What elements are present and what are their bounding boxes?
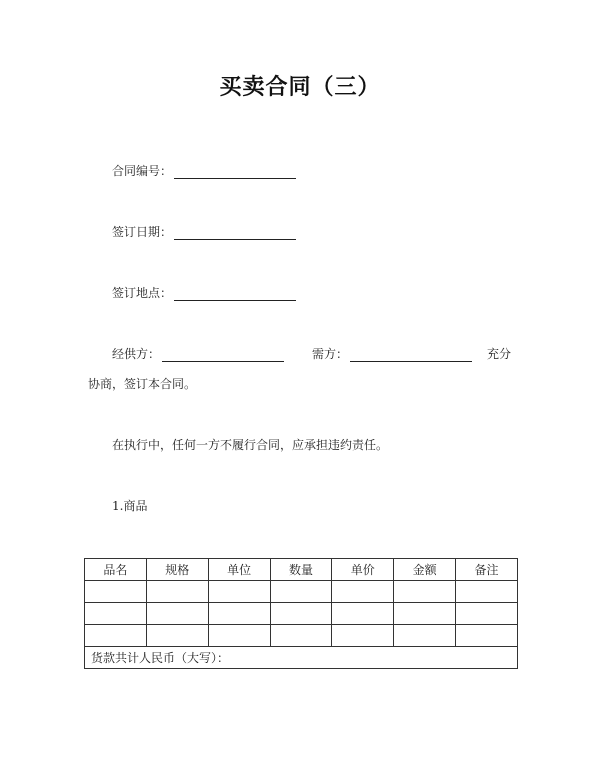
table-cell[interactable] [146, 625, 208, 647]
sign-place-label: 签订地点： [112, 286, 173, 300]
table-cell[interactable] [85, 625, 147, 647]
goods-table-header-row [85, 559, 518, 581]
table-cell[interactable] [270, 603, 332, 625]
contract-number-row [112, 163, 296, 179]
header-unit-price: 单价 [332, 559, 394, 581]
negotiate-text-tail: 充分 [487, 347, 512, 361]
table-row [85, 603, 518, 625]
table-cell[interactable] [208, 581, 270, 603]
table-cell[interactable] [332, 603, 394, 625]
table-cell[interactable] [332, 581, 394, 603]
goods-total-row [85, 647, 518, 669]
header-product-name: 品名 [85, 559, 147, 581]
header-amount: 金额 [394, 559, 456, 581]
breach-clause: 在执行中，任何一方不履行合同，应承担违约责任。 [112, 438, 389, 452]
goods-total-label[interactable]: 货款共计人民币（大写）： [85, 647, 518, 669]
table-row [85, 581, 518, 603]
header-remarks: 备注 [456, 559, 518, 581]
sign-date-row [112, 224, 296, 240]
section-heading-goods: 1.商品 [112, 499, 148, 513]
table-cell[interactable] [208, 625, 270, 647]
table-cell[interactable] [456, 603, 518, 625]
contract-number-field[interactable] [174, 168, 296, 179]
table-cell[interactable] [394, 625, 456, 647]
negotiate-text-line2: 协商，签订本合同。 [88, 377, 197, 391]
table-cell[interactable] [208, 603, 270, 625]
table-cell[interactable] [456, 625, 518, 647]
table-cell[interactable] [146, 603, 208, 625]
goods-table [84, 558, 518, 669]
sign-place-row [112, 285, 296, 301]
header-specification: 规格 [146, 559, 208, 581]
header-unit: 单位 [208, 559, 270, 581]
sign-place-field[interactable] [174, 290, 296, 301]
buyer-label: 需方： [312, 347, 349, 361]
header-quantity: 数量 [270, 559, 332, 581]
table-cell[interactable] [270, 625, 332, 647]
table-cell[interactable] [456, 581, 518, 603]
buyer-field[interactable] [350, 351, 472, 362]
supplier-row [112, 346, 284, 362]
table-cell[interactable] [85, 581, 147, 603]
table-row [85, 625, 518, 647]
supplier-field[interactable] [162, 351, 284, 362]
table-cell[interactable] [270, 581, 332, 603]
buyer-row [312, 346, 472, 362]
sign-date-label: 签订日期： [112, 225, 173, 239]
table-cell[interactable] [394, 581, 456, 603]
sign-date-field[interactable] [174, 229, 296, 240]
table-cell[interactable] [85, 603, 147, 625]
table-cell[interactable] [394, 603, 456, 625]
contract-number-label: 合同编号： [112, 164, 173, 178]
table-cell[interactable] [146, 581, 208, 603]
supplier-label: 经供方： [112, 347, 161, 361]
table-cell[interactable] [332, 625, 394, 647]
page-title: 买卖合同（三） [219, 75, 381, 100]
